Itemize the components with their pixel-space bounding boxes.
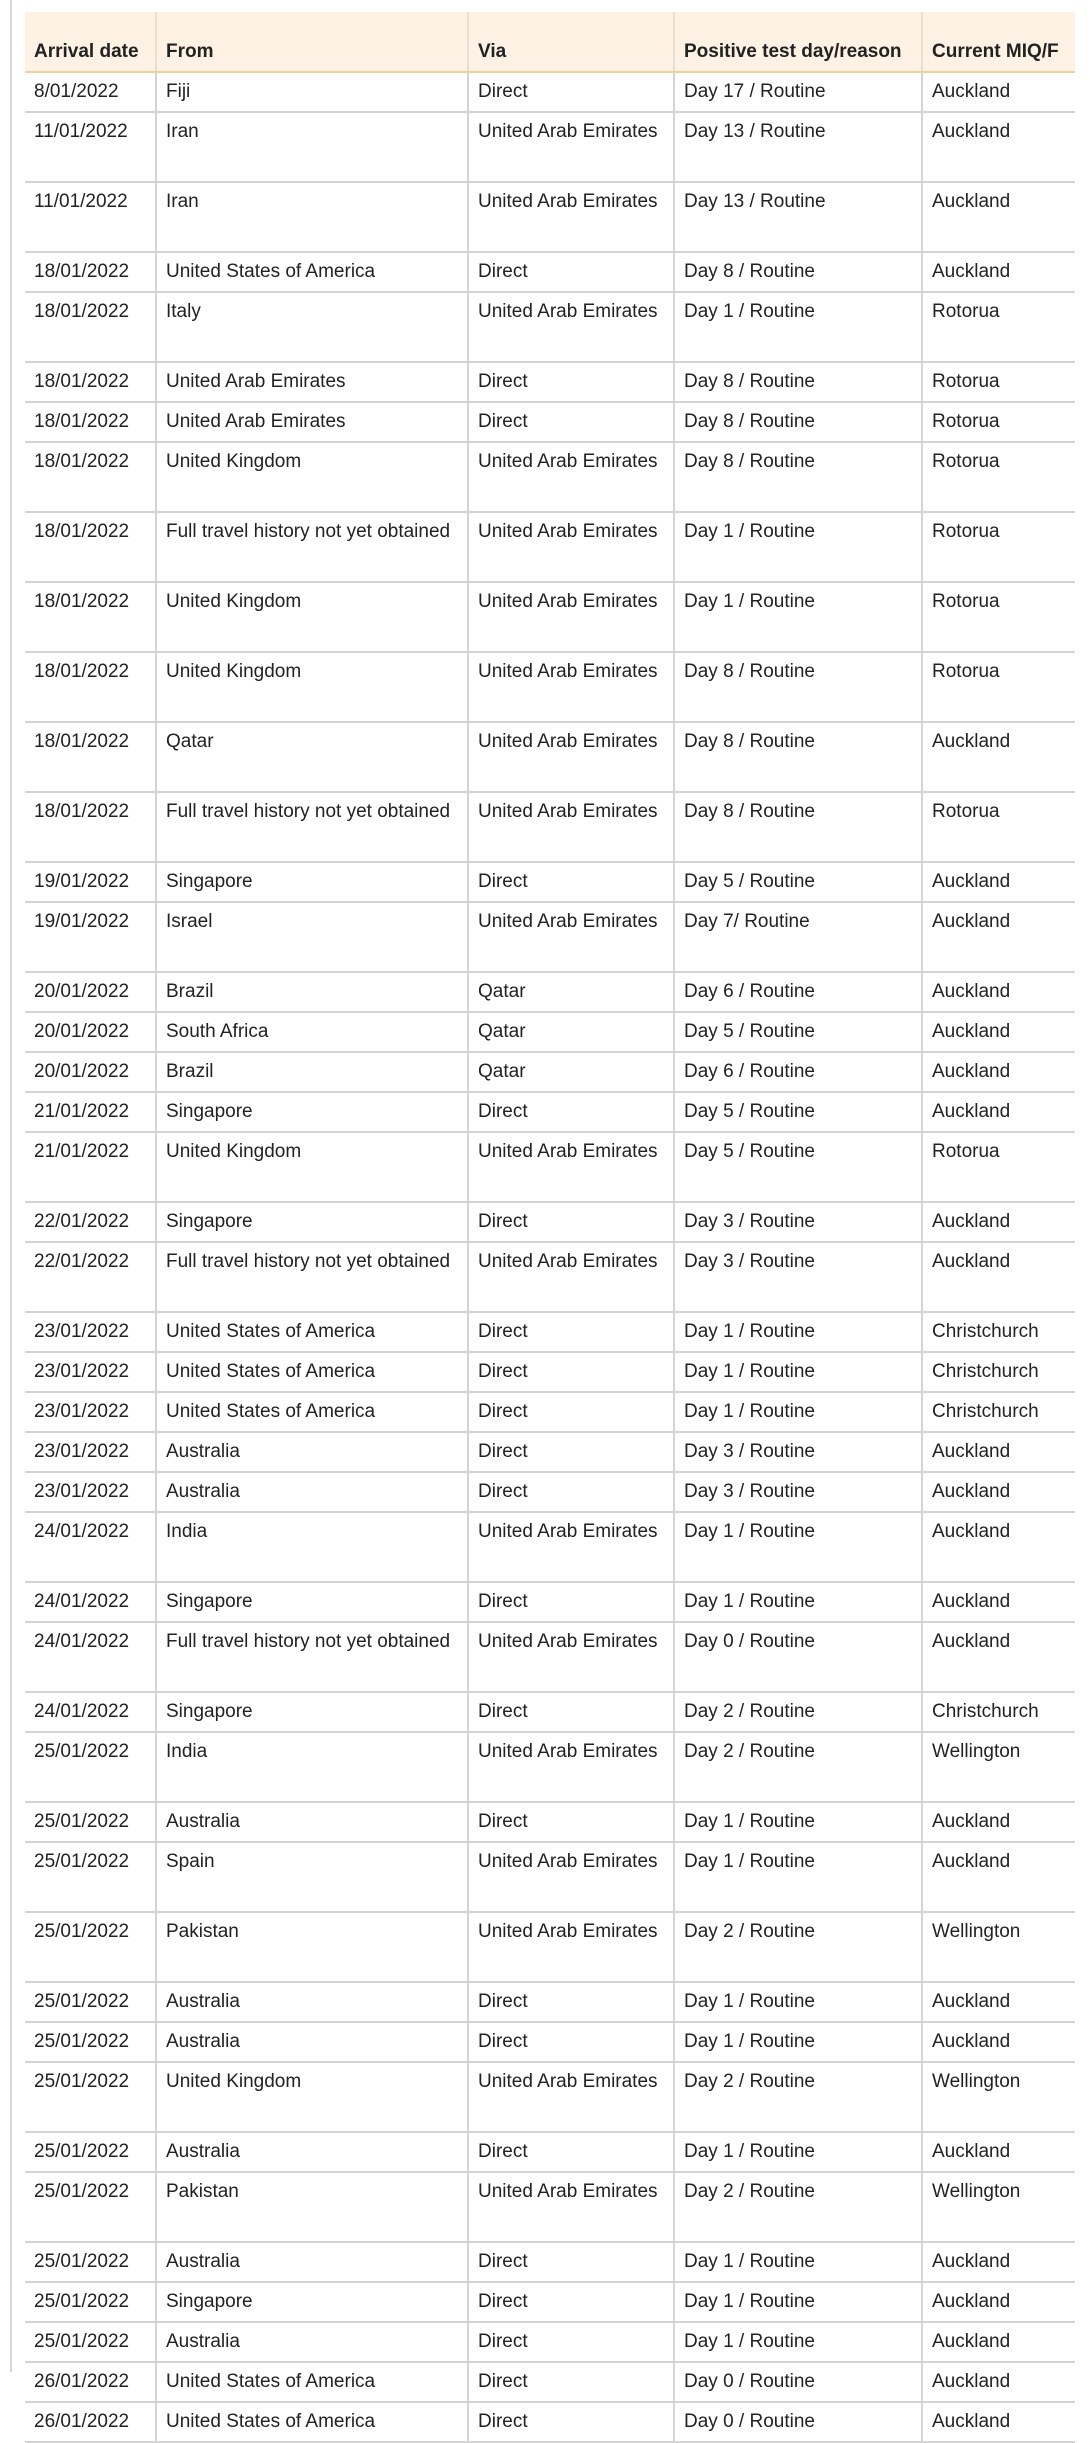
- cell-from: United States of America: [156, 1392, 468, 1432]
- cell-from: United Arab Emirates: [156, 402, 468, 442]
- cell-via: Qatar: [468, 1052, 674, 1092]
- cell-arrival-date: 25/01/2022: [25, 1842, 156, 1912]
- cell-from: United Kingdom: [156, 582, 468, 652]
- table-row: [25, 1842, 1075, 1912]
- table-row: [25, 1052, 1075, 1092]
- cell-via: Direct: [468, 1802, 674, 1842]
- cell-via: United Arab Emirates: [468, 1912, 674, 1982]
- cell-via: United Arab Emirates: [468, 2172, 674, 2242]
- cell-positive-test: Day 8 / Routine: [674, 402, 922, 442]
- cell-positive-test: Day 0 / Routine: [674, 2402, 922, 2442]
- cell-from: United Kingdom: [156, 1132, 468, 1202]
- cell-via: United Arab Emirates: [468, 442, 674, 512]
- cell-from: Fiji: [156, 72, 468, 112]
- cell-via: United Arab Emirates: [468, 1732, 674, 1802]
- cell-current-miq: Auckland: [922, 1012, 1075, 1052]
- cell-from: Full travel history not yet obtained: [156, 1622, 468, 1692]
- cell-arrival-date: 24/01/2022: [25, 1692, 156, 1732]
- cell-positive-test: Day 0 / Routine: [674, 1622, 922, 1692]
- cell-via: Direct: [468, 1582, 674, 1622]
- table-row: [25, 362, 1075, 402]
- cell-from: Singapore: [156, 1202, 468, 1242]
- cell-positive-test: Day 3 / Routine: [674, 1472, 922, 1512]
- cell-positive-test: Day 13 / Routine: [674, 112, 922, 182]
- cell-arrival-date: 8/01/2022: [25, 72, 156, 112]
- cell-positive-test: Day 13 / Routine: [674, 182, 922, 252]
- cell-current-miq: Auckland: [922, 252, 1075, 292]
- cell-current-miq: Auckland: [922, 1472, 1075, 1512]
- table-row: [25, 1732, 1075, 1802]
- cell-positive-test: Day 8 / Routine: [674, 722, 922, 792]
- cell-positive-test: Day 1 / Routine: [674, 1982, 922, 2022]
- table-row: [25, 1132, 1075, 1202]
- table-row: [25, 1312, 1075, 1352]
- cell-arrival-date: 20/01/2022: [25, 1052, 156, 1092]
- cell-via: Direct: [468, 2362, 674, 2402]
- table-row: [25, 792, 1075, 862]
- cell-current-miq: Auckland: [922, 1982, 1075, 2022]
- cell-arrival-date: 18/01/2022: [25, 512, 156, 582]
- table-row: [25, 2062, 1075, 2132]
- cell-positive-test: Day 2 / Routine: [674, 1912, 922, 1982]
- cell-arrival-date: 20/01/2022: [25, 972, 156, 1012]
- cell-arrival-date: 25/01/2022: [25, 2242, 156, 2282]
- cell-positive-test: Day 6 / Routine: [674, 972, 922, 1012]
- cell-current-miq: Rotorua: [922, 652, 1075, 722]
- table-row: [25, 442, 1075, 512]
- cell-via: United Arab Emirates: [468, 722, 674, 792]
- cell-current-miq: Rotorua: [922, 362, 1075, 402]
- cell-from: Australia: [156, 1432, 468, 1472]
- cell-arrival-date: 18/01/2022: [25, 582, 156, 652]
- cell-positive-test: Day 1 / Routine: [674, 1802, 922, 1842]
- cell-from: Israel: [156, 902, 468, 972]
- cell-arrival-date: 19/01/2022: [25, 902, 156, 972]
- cell-arrival-date: 25/01/2022: [25, 2022, 156, 2062]
- cell-via: United Arab Emirates: [468, 1622, 674, 1692]
- cell-via: Direct: [468, 2282, 674, 2322]
- cell-positive-test: Day 1 / Routine: [674, 1512, 922, 1582]
- cell-arrival-date: 25/01/2022: [25, 1802, 156, 1842]
- cell-current-miq: Rotorua: [922, 1132, 1075, 1202]
- cell-current-miq: Christchurch: [922, 1692, 1075, 1732]
- table-row: [25, 2402, 1075, 2442]
- cell-arrival-date: 18/01/2022: [25, 402, 156, 442]
- header-via: Via: [468, 12, 674, 72]
- table-row: [25, 652, 1075, 722]
- cell-from: United Kingdom: [156, 652, 468, 722]
- cell-positive-test: Day 2 / Routine: [674, 2062, 922, 2132]
- cell-current-miq: Rotorua: [922, 792, 1075, 862]
- cell-current-miq: Auckland: [922, 2362, 1075, 2402]
- cell-current-miq: Wellington: [922, 1732, 1075, 1802]
- cell-via: Direct: [468, 2132, 674, 2172]
- cell-current-miq: Wellington: [922, 2062, 1075, 2132]
- cell-positive-test: Day 8 / Routine: [674, 792, 922, 862]
- cell-arrival-date: 25/01/2022: [25, 1982, 156, 2022]
- cell-positive-test: Day 7/ Routine: [674, 902, 922, 972]
- cell-from: Australia: [156, 2132, 468, 2172]
- cell-via: Qatar: [468, 1012, 674, 1052]
- cell-positive-test: Day 3 / Routine: [674, 1242, 922, 1312]
- cell-via: Direct: [468, 2022, 674, 2062]
- cell-from: India: [156, 1732, 468, 1802]
- cell-arrival-date: 25/01/2022: [25, 2282, 156, 2322]
- cell-via: Direct: [468, 1432, 674, 1472]
- header-arrival-date: Arrival date: [25, 12, 156, 72]
- cell-arrival-date: 18/01/2022: [25, 792, 156, 862]
- cell-via: Direct: [468, 362, 674, 402]
- cell-arrival-date: 22/01/2022: [25, 1202, 156, 1242]
- cell-arrival-date: 11/01/2022: [25, 112, 156, 182]
- table-body: [25, 72, 1075, 2442]
- table-row: [25, 972, 1075, 1012]
- cell-from: Italy: [156, 292, 468, 362]
- cell-positive-test: Day 1 / Routine: [674, 292, 922, 362]
- cell-arrival-date: 25/01/2022: [25, 1912, 156, 1982]
- cell-positive-test: Day 1 / Routine: [674, 1582, 922, 1622]
- cell-positive-test: Day 8 / Routine: [674, 652, 922, 722]
- cell-current-miq: Auckland: [922, 2022, 1075, 2062]
- cell-arrival-date: 19/01/2022: [25, 862, 156, 902]
- header-row: [25, 12, 1075, 72]
- cell-from: Singapore: [156, 2282, 468, 2322]
- cell-via: United Arab Emirates: [468, 1842, 674, 1912]
- table-row: [25, 902, 1075, 972]
- cell-from: Pakistan: [156, 1912, 468, 1982]
- cell-arrival-date: 23/01/2022: [25, 1392, 156, 1432]
- cell-from: Singapore: [156, 862, 468, 902]
- cell-arrival-date: 25/01/2022: [25, 2172, 156, 2242]
- cell-from: India: [156, 1512, 468, 1582]
- cell-current-miq: Auckland: [922, 1432, 1075, 1472]
- cell-via: United Arab Emirates: [468, 902, 674, 972]
- cell-arrival-date: 18/01/2022: [25, 442, 156, 512]
- cell-arrival-date: 24/01/2022: [25, 1512, 156, 1582]
- cell-current-miq: Auckland: [922, 72, 1075, 112]
- cell-via: Direct: [468, 2242, 674, 2282]
- cell-current-miq: Auckland: [922, 1842, 1075, 1912]
- cell-via: Direct: [468, 2322, 674, 2362]
- cell-arrival-date: 18/01/2022: [25, 292, 156, 362]
- cell-via: Direct: [468, 1472, 674, 1512]
- cell-arrival-date: 18/01/2022: [25, 252, 156, 292]
- cell-current-miq: Auckland: [922, 1802, 1075, 1842]
- cell-arrival-date: 25/01/2022: [25, 2132, 156, 2172]
- cell-current-miq: Auckland: [922, 2322, 1075, 2362]
- cell-from: United States of America: [156, 2362, 468, 2402]
- header-from: From: [156, 12, 468, 72]
- table-row: [25, 582, 1075, 652]
- cell-arrival-date: 25/01/2022: [25, 2062, 156, 2132]
- cell-from: United Kingdom: [156, 442, 468, 512]
- table-row: [25, 1982, 1075, 2022]
- cell-from: United Kingdom: [156, 2062, 468, 2132]
- cell-current-miq: Auckland: [922, 1092, 1075, 1132]
- cell-from: United States of America: [156, 1312, 468, 1352]
- cell-via: United Arab Emirates: [468, 792, 674, 862]
- cell-from: Brazil: [156, 1052, 468, 1092]
- table-row: [25, 2172, 1075, 2242]
- cell-from: Full travel history not yet obtained: [156, 1242, 468, 1312]
- table-row: [25, 1802, 1075, 1842]
- cell-current-miq: Christchurch: [922, 1312, 1075, 1352]
- table-row: [25, 112, 1075, 182]
- cell-from: Australia: [156, 1802, 468, 1842]
- cell-current-miq: Auckland: [922, 1052, 1075, 1092]
- cell-current-miq: Christchurch: [922, 1352, 1075, 1392]
- cell-from: Full travel history not yet obtained: [156, 512, 468, 582]
- header-positive-test: Positive test day/reason: [674, 12, 922, 72]
- cell-from: Pakistan: [156, 2172, 468, 2242]
- cell-positive-test: Day 6 / Routine: [674, 1052, 922, 1092]
- table-row: [25, 2322, 1075, 2362]
- cell-from: Singapore: [156, 1092, 468, 1132]
- cell-positive-test: Day 5 / Routine: [674, 1132, 922, 1202]
- cell-positive-test: Day 1 / Routine: [674, 2022, 922, 2062]
- table-row: [25, 1202, 1075, 1242]
- cell-positive-test: Day 8 / Routine: [674, 442, 922, 512]
- cell-from: United States of America: [156, 1352, 468, 1392]
- cell-via: United Arab Emirates: [468, 2062, 674, 2132]
- table-row: [25, 1622, 1075, 1692]
- table-row: [25, 72, 1075, 112]
- table-row: [25, 2242, 1075, 2282]
- cell-current-miq: Auckland: [922, 2242, 1075, 2282]
- table-row: [25, 1392, 1075, 1432]
- cell-via: United Arab Emirates: [468, 1512, 674, 1582]
- table-row: [25, 1092, 1075, 1132]
- cell-via: Direct: [468, 1352, 674, 1392]
- table-row: [25, 1582, 1075, 1622]
- cell-current-miq: Auckland: [922, 1582, 1075, 1622]
- cell-from: Iran: [156, 112, 468, 182]
- cell-current-miq: Christchurch: [922, 1392, 1075, 1432]
- table-row: [25, 292, 1075, 362]
- cell-positive-test: Day 1 / Routine: [674, 512, 922, 582]
- cell-via: United Arab Emirates: [468, 582, 674, 652]
- table-row: [25, 2132, 1075, 2172]
- cell-from: Spain: [156, 1842, 468, 1912]
- cell-current-miq: Auckland: [922, 2402, 1075, 2442]
- cell-arrival-date: 25/01/2022: [25, 2322, 156, 2362]
- cell-positive-test: Day 1 / Routine: [674, 1352, 922, 1392]
- cell-current-miq: Auckland: [922, 182, 1075, 252]
- cell-positive-test: Day 1 / Routine: [674, 1392, 922, 1432]
- cell-current-miq: Auckland: [922, 1202, 1075, 1242]
- cell-current-miq: Auckland: [922, 2282, 1075, 2322]
- cell-from: Singapore: [156, 1692, 468, 1732]
- table-row: [25, 402, 1075, 442]
- cell-via: Direct: [468, 1392, 674, 1432]
- table-row: [25, 1432, 1075, 1472]
- cell-positive-test: Day 3 / Routine: [674, 1432, 922, 1472]
- cell-current-miq: Wellington: [922, 1912, 1075, 1982]
- cell-current-miq: Rotorua: [922, 292, 1075, 362]
- cell-via: Direct: [468, 72, 674, 112]
- cell-via: Direct: [468, 1092, 674, 1132]
- table-row: [25, 2362, 1075, 2402]
- cell-from: Brazil: [156, 972, 468, 1012]
- cell-via: United Arab Emirates: [468, 292, 674, 362]
- cell-via: Direct: [468, 1982, 674, 2022]
- cell-from: United Arab Emirates: [156, 362, 468, 402]
- cell-positive-test: Day 2 / Routine: [674, 1732, 922, 1802]
- table-row: [25, 2022, 1075, 2062]
- cell-from: Iran: [156, 182, 468, 252]
- cell-positive-test: Day 0 / Routine: [674, 2362, 922, 2402]
- cell-arrival-date: 21/01/2022: [25, 1132, 156, 1202]
- cell-arrival-date: 25/01/2022: [25, 1732, 156, 1802]
- cell-current-miq: Auckland: [922, 112, 1075, 182]
- header-current-miq: Current MIQ/F: [922, 12, 1075, 72]
- cell-arrival-date: 23/01/2022: [25, 1352, 156, 1392]
- cell-from: United States of America: [156, 252, 468, 292]
- cell-positive-test: Day 3 / Routine: [674, 1202, 922, 1242]
- table-row: [25, 1242, 1075, 1312]
- table-row: [25, 1512, 1075, 1582]
- cell-from: South Africa: [156, 1012, 468, 1052]
- cell-from: Qatar: [156, 722, 468, 792]
- cell-positive-test: Day 2 / Routine: [674, 2172, 922, 2242]
- table-row: [25, 722, 1075, 792]
- cell-positive-test: Day 1 / Routine: [674, 1842, 922, 1912]
- cell-via: Direct: [468, 862, 674, 902]
- table-row: [25, 862, 1075, 902]
- cell-via: United Arab Emirates: [468, 1132, 674, 1202]
- cell-current-miq: Rotorua: [922, 582, 1075, 652]
- cell-arrival-date: 11/01/2022: [25, 182, 156, 252]
- cell-via: United Arab Emirates: [468, 1242, 674, 1312]
- table-row: [25, 1912, 1075, 1982]
- cell-from: Australia: [156, 2322, 468, 2362]
- cell-positive-test: Day 1 / Routine: [674, 2132, 922, 2172]
- cell-from: Full travel history not yet obtained: [156, 792, 468, 862]
- cell-arrival-date: 18/01/2022: [25, 652, 156, 722]
- table-row: [25, 1352, 1075, 1392]
- cell-via: Direct: [468, 252, 674, 292]
- cell-current-miq: Auckland: [922, 1622, 1075, 1692]
- cell-arrival-date: 22/01/2022: [25, 1242, 156, 1312]
- cell-from: Australia: [156, 2022, 468, 2062]
- cell-via: United Arab Emirates: [468, 182, 674, 252]
- cell-current-miq: Auckland: [922, 722, 1075, 792]
- cell-from: Australia: [156, 1982, 468, 2022]
- cell-arrival-date: 18/01/2022: [25, 362, 156, 402]
- cell-current-miq: Wellington: [922, 2172, 1075, 2242]
- cell-via: Qatar: [468, 972, 674, 1012]
- cell-positive-test: Day 1 / Routine: [674, 582, 922, 652]
- table-row: [25, 2282, 1075, 2322]
- cell-arrival-date: 23/01/2022: [25, 1472, 156, 1512]
- cell-positive-test: Day 17 / Routine: [674, 72, 922, 112]
- cell-current-miq: Auckland: [922, 902, 1075, 972]
- cell-via: Direct: [468, 2402, 674, 2442]
- cell-arrival-date: 24/01/2022: [25, 1582, 156, 1622]
- cell-via: Direct: [468, 1202, 674, 1242]
- cell-positive-test: Day 1 / Routine: [674, 2322, 922, 2362]
- cases-table: [25, 12, 1075, 2443]
- cell-arrival-date: 26/01/2022: [25, 2362, 156, 2402]
- table-row: [25, 1692, 1075, 1732]
- cell-positive-test: Day 5 / Routine: [674, 1012, 922, 1052]
- cell-current-miq: Auckland: [922, 972, 1075, 1012]
- cell-current-miq: Auckland: [922, 1512, 1075, 1582]
- cell-positive-test: Day 1 / Routine: [674, 2242, 922, 2282]
- cell-current-miq: Auckland: [922, 1242, 1075, 1312]
- cell-positive-test: Day 8 / Routine: [674, 362, 922, 402]
- cell-from: Singapore: [156, 1582, 468, 1622]
- cell-current-miq: Rotorua: [922, 442, 1075, 512]
- cell-current-miq: Auckland: [922, 862, 1075, 902]
- cell-arrival-date: 26/01/2022: [25, 2402, 156, 2442]
- cell-arrival-date: 24/01/2022: [25, 1622, 156, 1692]
- table-row: [25, 512, 1075, 582]
- cell-arrival-date: 23/01/2022: [25, 1432, 156, 1472]
- table-row: [25, 182, 1075, 252]
- cell-positive-test: Day 5 / Routine: [674, 862, 922, 902]
- cell-positive-test: Day 1 / Routine: [674, 1312, 922, 1352]
- cell-via: Direct: [468, 402, 674, 442]
- cell-via: United Arab Emirates: [468, 512, 674, 582]
- cell-positive-test: Day 1 / Routine: [674, 2282, 922, 2322]
- cell-via: Direct: [468, 1312, 674, 1352]
- cell-arrival-date: 20/01/2022: [25, 1012, 156, 1052]
- cell-current-miq: Rotorua: [922, 402, 1075, 442]
- cell-from: United States of America: [156, 2402, 468, 2442]
- cell-current-miq: Auckland: [922, 2132, 1075, 2172]
- table-header: [25, 12, 1075, 72]
- cell-positive-test: Day 5 / Routine: [674, 1092, 922, 1132]
- table-row: [25, 252, 1075, 292]
- cell-from: Australia: [156, 2242, 468, 2282]
- cell-positive-test: Day 2 / Routine: [674, 1692, 922, 1732]
- table-row: [25, 1472, 1075, 1512]
- cell-arrival-date: 23/01/2022: [25, 1312, 156, 1352]
- cell-arrival-date: 18/01/2022: [25, 722, 156, 792]
- cell-via: Direct: [468, 1692, 674, 1732]
- table-row: [25, 1012, 1075, 1052]
- cell-from: Australia: [156, 1472, 468, 1512]
- cell-arrival-date: 21/01/2022: [25, 1092, 156, 1132]
- cell-via: United Arab Emirates: [468, 112, 674, 182]
- cell-positive-test: Day 8 / Routine: [674, 252, 922, 292]
- cell-via: United Arab Emirates: [468, 652, 674, 722]
- page-left-border: [10, 0, 12, 2372]
- cell-current-miq: Rotorua: [922, 512, 1075, 582]
